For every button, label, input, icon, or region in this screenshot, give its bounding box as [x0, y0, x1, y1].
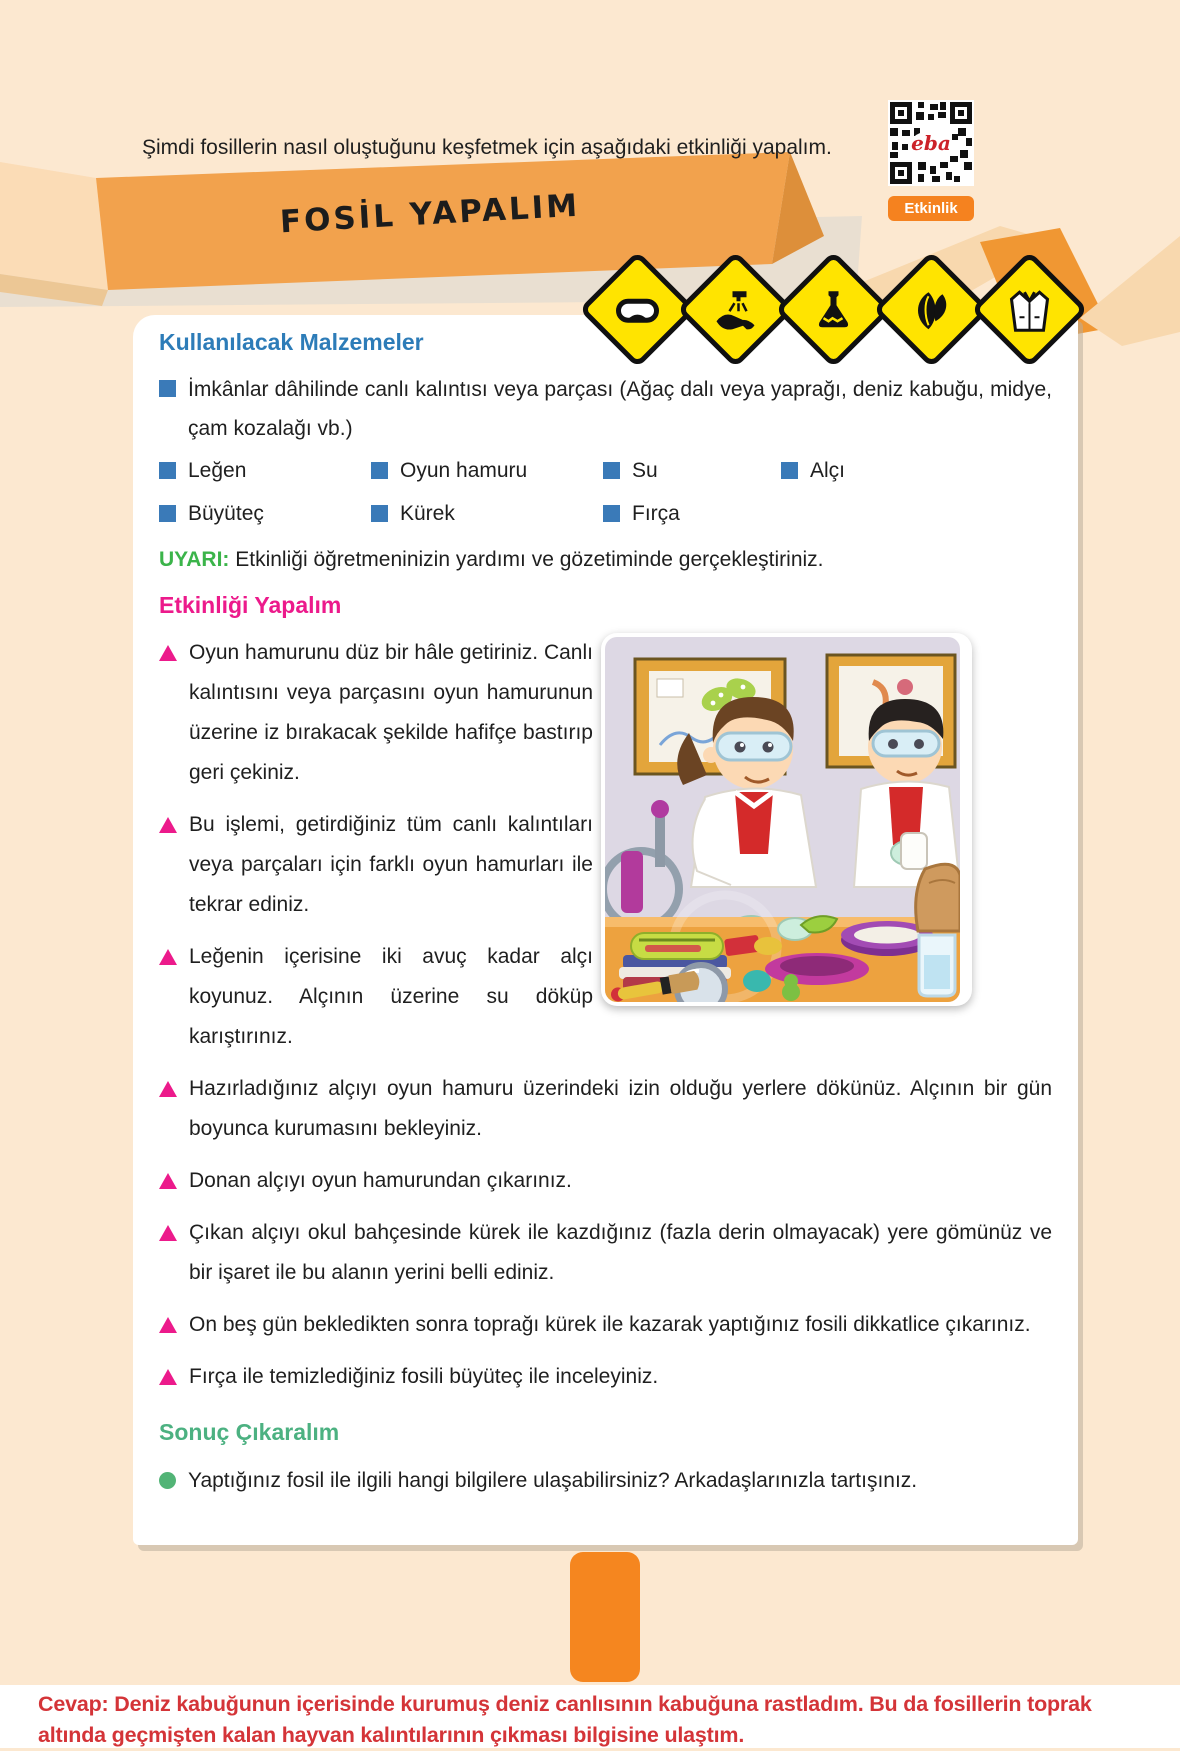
- activity-step: Leğenin içerisine iki avuç kadar alçı koyunuz. Alçının üzerine su döküp karıştırınız.: [159, 937, 593, 1057]
- material-item: Kürek: [371, 495, 603, 532]
- activity-step: Hazırladığınız alçıyı oyun hamuru üzerindeki izin olduğu yerlere dökünüz. Alçının bir gün boyunca kurumasını bekleyiniz.: [159, 1069, 1052, 1149]
- square-bullet-icon: [371, 505, 388, 522]
- activity-illustration: [601, 633, 972, 1006]
- green-dough-bear: [782, 974, 800, 1001]
- triangle-bullet-icon: [159, 1081, 177, 1097]
- warning-note: UYARI: Etkinliği öğretmeninizin yardımı ve gözetiminde gerçekleştiriniz.: [159, 548, 824, 571]
- circle-bullet-icon: [159, 1472, 176, 1489]
- activity-step: Oyun hamurunu düz bir hâle getiriniz. Canlı kalıntısını veya parçasını oyun hamurunun üzerine iz bırakacak şekilde hafifçe bastırıp geri çekiniz.: [159, 633, 593, 793]
- yellow-dough: [754, 937, 782, 955]
- water-pitcher: [919, 935, 955, 996]
- square-bullet-icon: [781, 462, 798, 479]
- material-item: Fırça: [603, 495, 781, 532]
- material-item: Büyüteç: [159, 495, 371, 532]
- warning-label: UYARI:: [159, 548, 230, 571]
- conclusion-heading: Sonuç Çıkaralım: [159, 1419, 340, 1445]
- triangle-bullet-icon: [159, 1173, 177, 1189]
- material-item: Oyun hamuru: [371, 452, 603, 489]
- square-bullet-icon: [159, 380, 176, 397]
- material-item: Su: [603, 452, 781, 489]
- material-item: Alçı: [781, 452, 1052, 489]
- intro-sentence: Şimdi fosillerin nasıl oluştuğunu keşfetmek için aşağıdaki etkinliği yapalım.: [142, 136, 832, 159]
- conclusion-question: Yaptığınız fosil ile ilgili hangi bilgilere ulaşabilirsiniz? Arkadaşlarınızla tartışınız.: [159, 1462, 1052, 1500]
- activity-step: Bu işlemi, getirdiğiniz tüm canlı kalıntıları veya parçaları için farklı oyun hamurları ile tekrar ediniz.: [159, 805, 593, 925]
- activity-steps-heading: Etkinliği Yapalım: [159, 592, 342, 618]
- material-item-long: İmkânlar dâhilinde canlı kalıntısı veya parçası (Ağaç dalı veya yaprağı, deniz kabuğu, midye, çam kozalağı vb.): [159, 370, 1052, 448]
- pencil-case: [631, 933, 723, 959]
- qr-code[interactable]: [888, 100, 974, 186]
- answer-strip: [0, 1685, 1180, 1748]
- material-item: Leğen: [159, 452, 371, 489]
- triangle-bullet-icon: [159, 817, 177, 833]
- materials-heading: Kullanılacak Malzemeler: [159, 329, 424, 355]
- qr-pattern: [888, 100, 974, 186]
- activity-step: On beş gün bekledikten sonra toprağı kürek ile kazarak yaptığınız fosili dikkatlice çıkarınız.: [159, 1305, 1052, 1345]
- page-number-tab: [570, 1552, 640, 1682]
- etkinlik-badge[interactable]: Etkinlik: [888, 196, 974, 221]
- triangle-bullet-icon: [159, 1317, 177, 1333]
- triangle-bullet-icon: [159, 645, 177, 661]
- steps-narrow-column: [159, 633, 593, 1069]
- answer-text: Cevap: Deniz kabuğunun içerisinde kurumuş deniz canlısının kabuğuna rastladım. Bu da fosillerin toprak altında geçmişten kalan hayvan kalıntılarının çıkması bilgisine ulaştım.: [38, 1692, 1092, 1747]
- square-bullet-icon: [603, 462, 620, 479]
- activity-title: FOSİL YAPALIM: [279, 187, 581, 241]
- eba-logo: eba: [911, 131, 951, 155]
- square-bullet-icon: [371, 462, 388, 479]
- purple-plate: [765, 953, 869, 985]
- square-bullet-icon: [603, 505, 620, 522]
- triangle-bullet-icon: [159, 1369, 177, 1385]
- activity-card: [133, 315, 1078, 1545]
- triangle-bullet-icon: [159, 949, 177, 965]
- square-bullet-icon: [159, 462, 176, 479]
- triangle-bullet-icon: [159, 1225, 177, 1241]
- activity-step: Çıkan alçıyı okul bahçesinde kürek ile kazdığınız (fazla derin olmayacak) yere gömünüz ve bir işaret ile bu alanın yerini belli ediniz.: [159, 1213, 1052, 1293]
- activity-step: Fırça ile temizlediğiniz fosili büyüteç ile inceleyiniz.: [159, 1357, 1052, 1397]
- teal-dough-egg: [743, 970, 771, 992]
- materials-grid: [159, 452, 1052, 532]
- activity-step: Donan alçıyı oyun hamurundan çıkarınız.: [159, 1161, 1052, 1201]
- burlap-sack: [916, 864, 960, 931]
- square-bullet-icon: [159, 505, 176, 522]
